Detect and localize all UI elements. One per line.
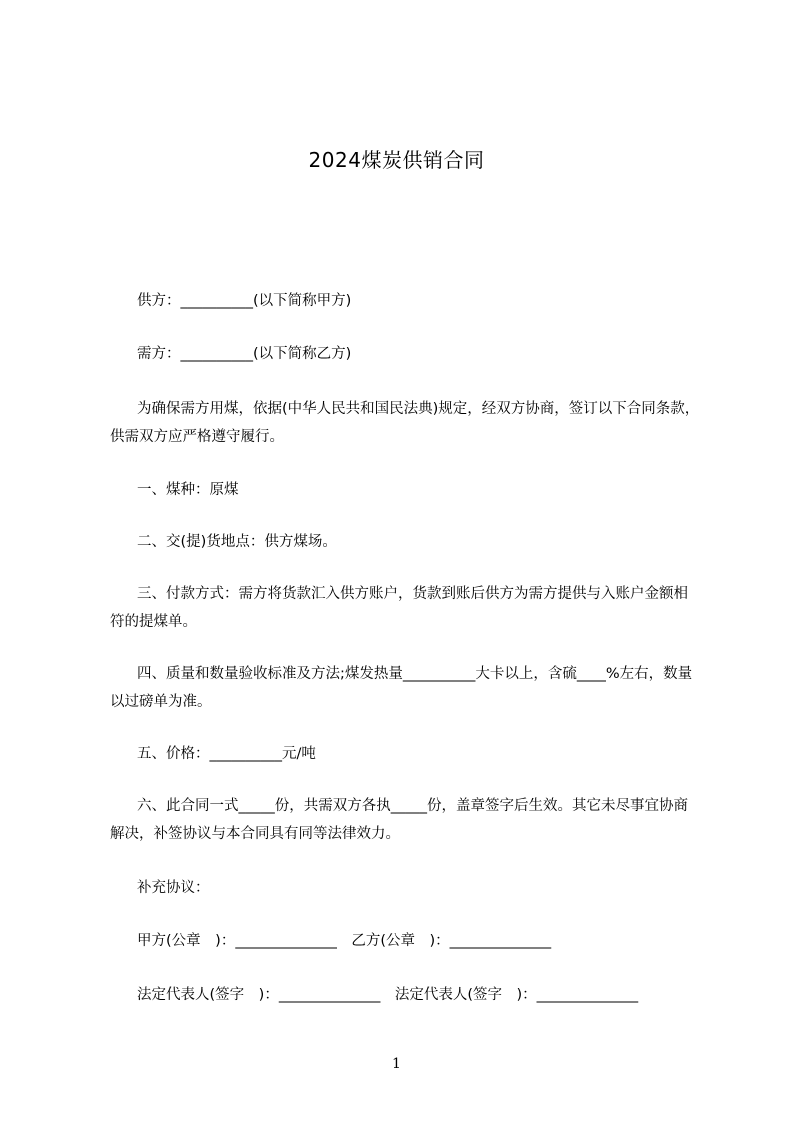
clause-delivery-location: 二、交(提)货地点：供方煤场。 xyxy=(137,534,337,550)
page-number: 1 xyxy=(392,1056,401,1072)
clause-copies: 六、此合同一式_____份，共需双方各执_____份，盖章签字后生效。其它未尽事宜协商解决，补签协议与本合同具有同等法律效力。 xyxy=(110,798,688,842)
supplier-line: 供方：__________(以下简称甲方) xyxy=(137,293,352,309)
document-title: 2024煤炭供销合同 xyxy=(308,148,485,172)
preamble-paragraph: 为确保需方用煤，依据(中华人民共和国民法典)规定，经双方协商，签订以下合同条款，供需双方应严格遵守履行。 xyxy=(110,401,700,445)
signature-line: 法定代表人(签字 )：______________ 法定代表人(签字 )：______________ xyxy=(137,987,639,1003)
clause-price: 五、价格：__________元/吨 xyxy=(137,746,316,762)
clause-coal-type: 一、煤种：原煤 xyxy=(137,482,239,498)
seal-line: 甲方(公章 )：______________ 乙方(公章 )：______________ xyxy=(137,933,552,949)
clause-payment: 三、付款方式：需方将货款汇入供方账户，货款到账后供方为需方提供与入账户金额相符的提煤单。 xyxy=(110,586,688,630)
supplement-heading: 补充协议： xyxy=(137,880,210,896)
buyer-line: 需方：__________(以下简称乙方) xyxy=(137,346,352,362)
clause-quality: 四、质量和数量验收标准及方法;煤发热量__________大卡以上，含硫____%左右，数量以过磅单为准。 xyxy=(110,666,693,710)
